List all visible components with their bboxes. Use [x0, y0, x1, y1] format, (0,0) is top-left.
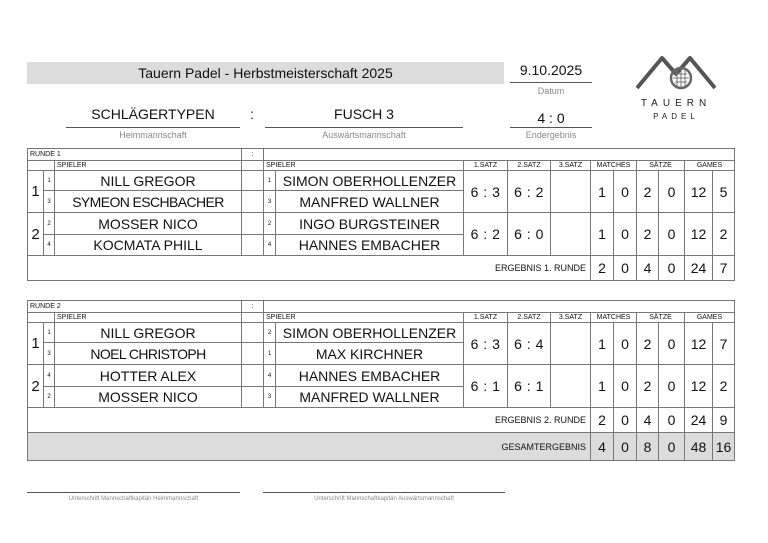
round-result-value: 0: [613, 255, 637, 281]
match-number: 2: [27, 212, 44, 256]
round-label: RUNDE 2: [27, 300, 242, 313]
header-away-spieler: SPIELER: [263, 312, 464, 323]
total-result-label: GESAMTERGEBNIS: [27, 432, 591, 461]
away-player-rank: 4: [263, 364, 276, 387]
away-player-rank: 2: [263, 322, 276, 343]
total-result-value: 16: [712, 432, 735, 461]
header-satz-2: 2.SATZ: [507, 312, 551, 323]
away-team: FUSCH 3: [334, 106, 394, 122]
round-result-value: 4: [636, 407, 659, 433]
away-label: Auswärtsmannschaft: [322, 130, 406, 140]
padel-roof-icon: [636, 52, 716, 96]
header-satz-2: 2.SATZ: [507, 160, 551, 171]
away-player-rank: 4: [263, 234, 276, 256]
logo-word: TAUERN: [640, 98, 712, 109]
match-number: 1: [27, 322, 44, 365]
away-player-name: SIMON OBERHOLLENZER: [275, 170, 464, 191]
player-colon-cell: [241, 234, 264, 256]
player-colon-cell: [241, 322, 264, 343]
round-result-label: ERGEBNIS 1. RUNDE: [27, 255, 591, 281]
total-result-value: 8: [636, 432, 659, 461]
round-result-value: 24: [684, 255, 713, 281]
total-result-value: 4: [590, 432, 614, 461]
total-result-value: 0: [658, 432, 685, 461]
header-games: GAMES: [684, 160, 735, 171]
home-player-name: HOTTER ALEX: [54, 364, 242, 387]
sets-home: 2: [636, 170, 659, 213]
matches-away: 0: [613, 212, 637, 256]
match-date: 9.10.2025: [519, 62, 583, 78]
matches-away: 0: [613, 322, 637, 365]
sets-away: 0: [658, 364, 685, 408]
games-away: 2: [712, 212, 735, 256]
matches-home: 1: [590, 322, 614, 365]
games-away: 2: [712, 364, 735, 408]
games-home: 12: [684, 212, 713, 256]
match-number: 1: [27, 170, 44, 213]
home-player-rank: 1: [43, 322, 55, 343]
team-separator: :: [250, 106, 254, 122]
sets-home: 2: [636, 322, 659, 365]
match-number: 2: [27, 364, 44, 408]
round-colon: :: [241, 300, 264, 313]
player-colon-cell: [241, 364, 264, 387]
final-result: 4 : 0: [537, 110, 565, 126]
sets-home: 2: [636, 364, 659, 408]
games-away: 7: [712, 322, 735, 365]
set-1-score: 6 : 3: [463, 170, 508, 213]
date-underline: [510, 82, 592, 83]
sets-away: 0: [658, 212, 685, 256]
round-label: RUNDE 1: [27, 148, 242, 161]
header-satz-3: 3.SATZ: [550, 160, 591, 171]
round-result-value: 9: [712, 407, 735, 433]
home-player-name: MOSSER NICO: [54, 386, 242, 408]
home-label: Heimmannschaft: [119, 130, 187, 140]
round-result-value: 2: [590, 407, 614, 433]
home-underline: [66, 127, 240, 128]
set-2-score: 6 : 4: [507, 322, 551, 365]
set-2-score: 6 : 2: [507, 170, 551, 213]
away-player-name: HANNES EMBACHER: [275, 234, 464, 256]
home-player-name: NILL GREGOR: [54, 170, 242, 191]
set-3-score: [550, 322, 591, 365]
matches-home: 1: [590, 212, 614, 256]
set-1-score: 6 : 1: [463, 364, 508, 408]
logo-sub: PADEL: [653, 112, 699, 121]
header-satz-1: 1.SATZ: [463, 160, 508, 171]
away-player-name: INGO BURGSTEINER: [275, 212, 464, 235]
header-away-spieler: SPIELER: [263, 160, 464, 171]
away-player-name: MANFRED WALLNER: [275, 190, 464, 213]
header-home-spieler: SPIELER: [54, 160, 242, 171]
matches-home: 1: [590, 170, 614, 213]
matches-home: 1: [590, 364, 614, 408]
games-away: 5: [712, 170, 735, 213]
games-home: 12: [684, 322, 713, 365]
final-underline: [510, 127, 592, 128]
set-1-score: 6 : 2: [463, 212, 508, 256]
round-2-table: [27, 300, 734, 466]
away-signature-line: [263, 492, 505, 493]
sets-away: 0: [658, 322, 685, 365]
player-colon-cell: [241, 170, 264, 191]
home-player-name: NOEL CHRISTOPH: [54, 342, 242, 365]
tauern-padel-logo: [625, 50, 727, 125]
page-title: Tauern Padel - Herbstmeisterschaft 2025: [27, 62, 504, 84]
sets-home: 2: [636, 212, 659, 256]
round-result-value: 0: [658, 407, 685, 433]
home-signature-line: [27, 492, 240, 493]
header-games: GAMES: [684, 312, 735, 323]
away-player-name: HANNES EMBACHER: [275, 364, 464, 387]
matches-away: 0: [613, 170, 637, 213]
header-satz-1: 1.SATZ: [463, 312, 508, 323]
home-signature-label: Unterschrift Mannschaftkapitän Heimmannschaft: [68, 496, 199, 502]
set-3-score: [550, 170, 591, 213]
away-signature-label: Unterschrift Mannschaftkapitän Auswärtsmannschaft: [314, 496, 454, 502]
player-colon-cell: [241, 212, 264, 235]
header-home-spieler: SPIELER: [54, 312, 242, 323]
round-result-value: 2: [590, 255, 614, 281]
away-player-name: MANFRED WALLNER: [275, 386, 464, 408]
round-1-table: [27, 148, 734, 286]
away-player-name: SIMON OBERHOLLENZER: [275, 322, 464, 343]
header-saetze: SÄTZE: [636, 312, 685, 323]
away-underline: [265, 127, 463, 128]
round-result-value: 7: [712, 255, 735, 281]
round-colon: :: [241, 148, 264, 161]
date-label: Datum: [537, 86, 565, 96]
player-colon-cell: [241, 190, 264, 213]
away-player-rank: 3: [263, 386, 276, 408]
total-result-value: 48: [684, 432, 713, 461]
round-result-value: 0: [613, 407, 637, 433]
away-player-rank: 2: [263, 212, 276, 235]
header-matches: MATCHES: [590, 160, 637, 171]
home-player-name: KOCMATA PHILL: [54, 234, 242, 256]
away-player-rank: 1: [263, 342, 276, 365]
home-player-rank: 4: [43, 234, 55, 256]
player-colon-cell: [241, 386, 264, 408]
round-result-value: 24: [684, 407, 713, 433]
games-home: 12: [684, 170, 713, 213]
set-1-score: 6 : 3: [463, 322, 508, 365]
set-2-score: 6 : 0: [507, 212, 551, 256]
home-player-name: SYMEON ESCHBACHER: [54, 190, 242, 213]
final-label: Endergebnis: [525, 130, 577, 140]
away-player-rank: 1: [263, 170, 276, 191]
home-player-name: NILL GREGOR: [54, 322, 242, 343]
home-player-rank: 3: [43, 342, 55, 365]
matches-away: 0: [613, 364, 637, 408]
set-2-score: 6 : 1: [507, 364, 551, 408]
away-player-rank: 3: [263, 190, 276, 213]
set-3-score: [550, 212, 591, 256]
home-player-rank: 2: [43, 386, 55, 408]
home-player-rank: 4: [43, 364, 55, 387]
home-team: SCHLÄGERTYPEN: [91, 106, 215, 122]
header-saetze: SÄTZE: [636, 160, 685, 171]
sets-away: 0: [658, 170, 685, 213]
header-matches: MATCHES: [590, 312, 637, 323]
header-satz-3: 3.SATZ: [550, 312, 591, 323]
round-result-value: 0: [658, 255, 685, 281]
games-home: 12: [684, 364, 713, 408]
round-result-value: 4: [636, 255, 659, 281]
player-colon-cell: [241, 342, 264, 365]
away-player-name: MAX KIRCHNER: [275, 342, 464, 365]
total-result-value: 0: [613, 432, 637, 461]
home-player-name: MOSSER NICO: [54, 212, 242, 235]
set-3-score: [550, 364, 591, 408]
round-result-label: ERGEBNIS 2. RUNDE: [27, 407, 591, 433]
home-player-rank: 3: [43, 190, 55, 213]
home-player-rank: 1: [43, 170, 55, 191]
home-player-rank: 2: [43, 212, 55, 235]
